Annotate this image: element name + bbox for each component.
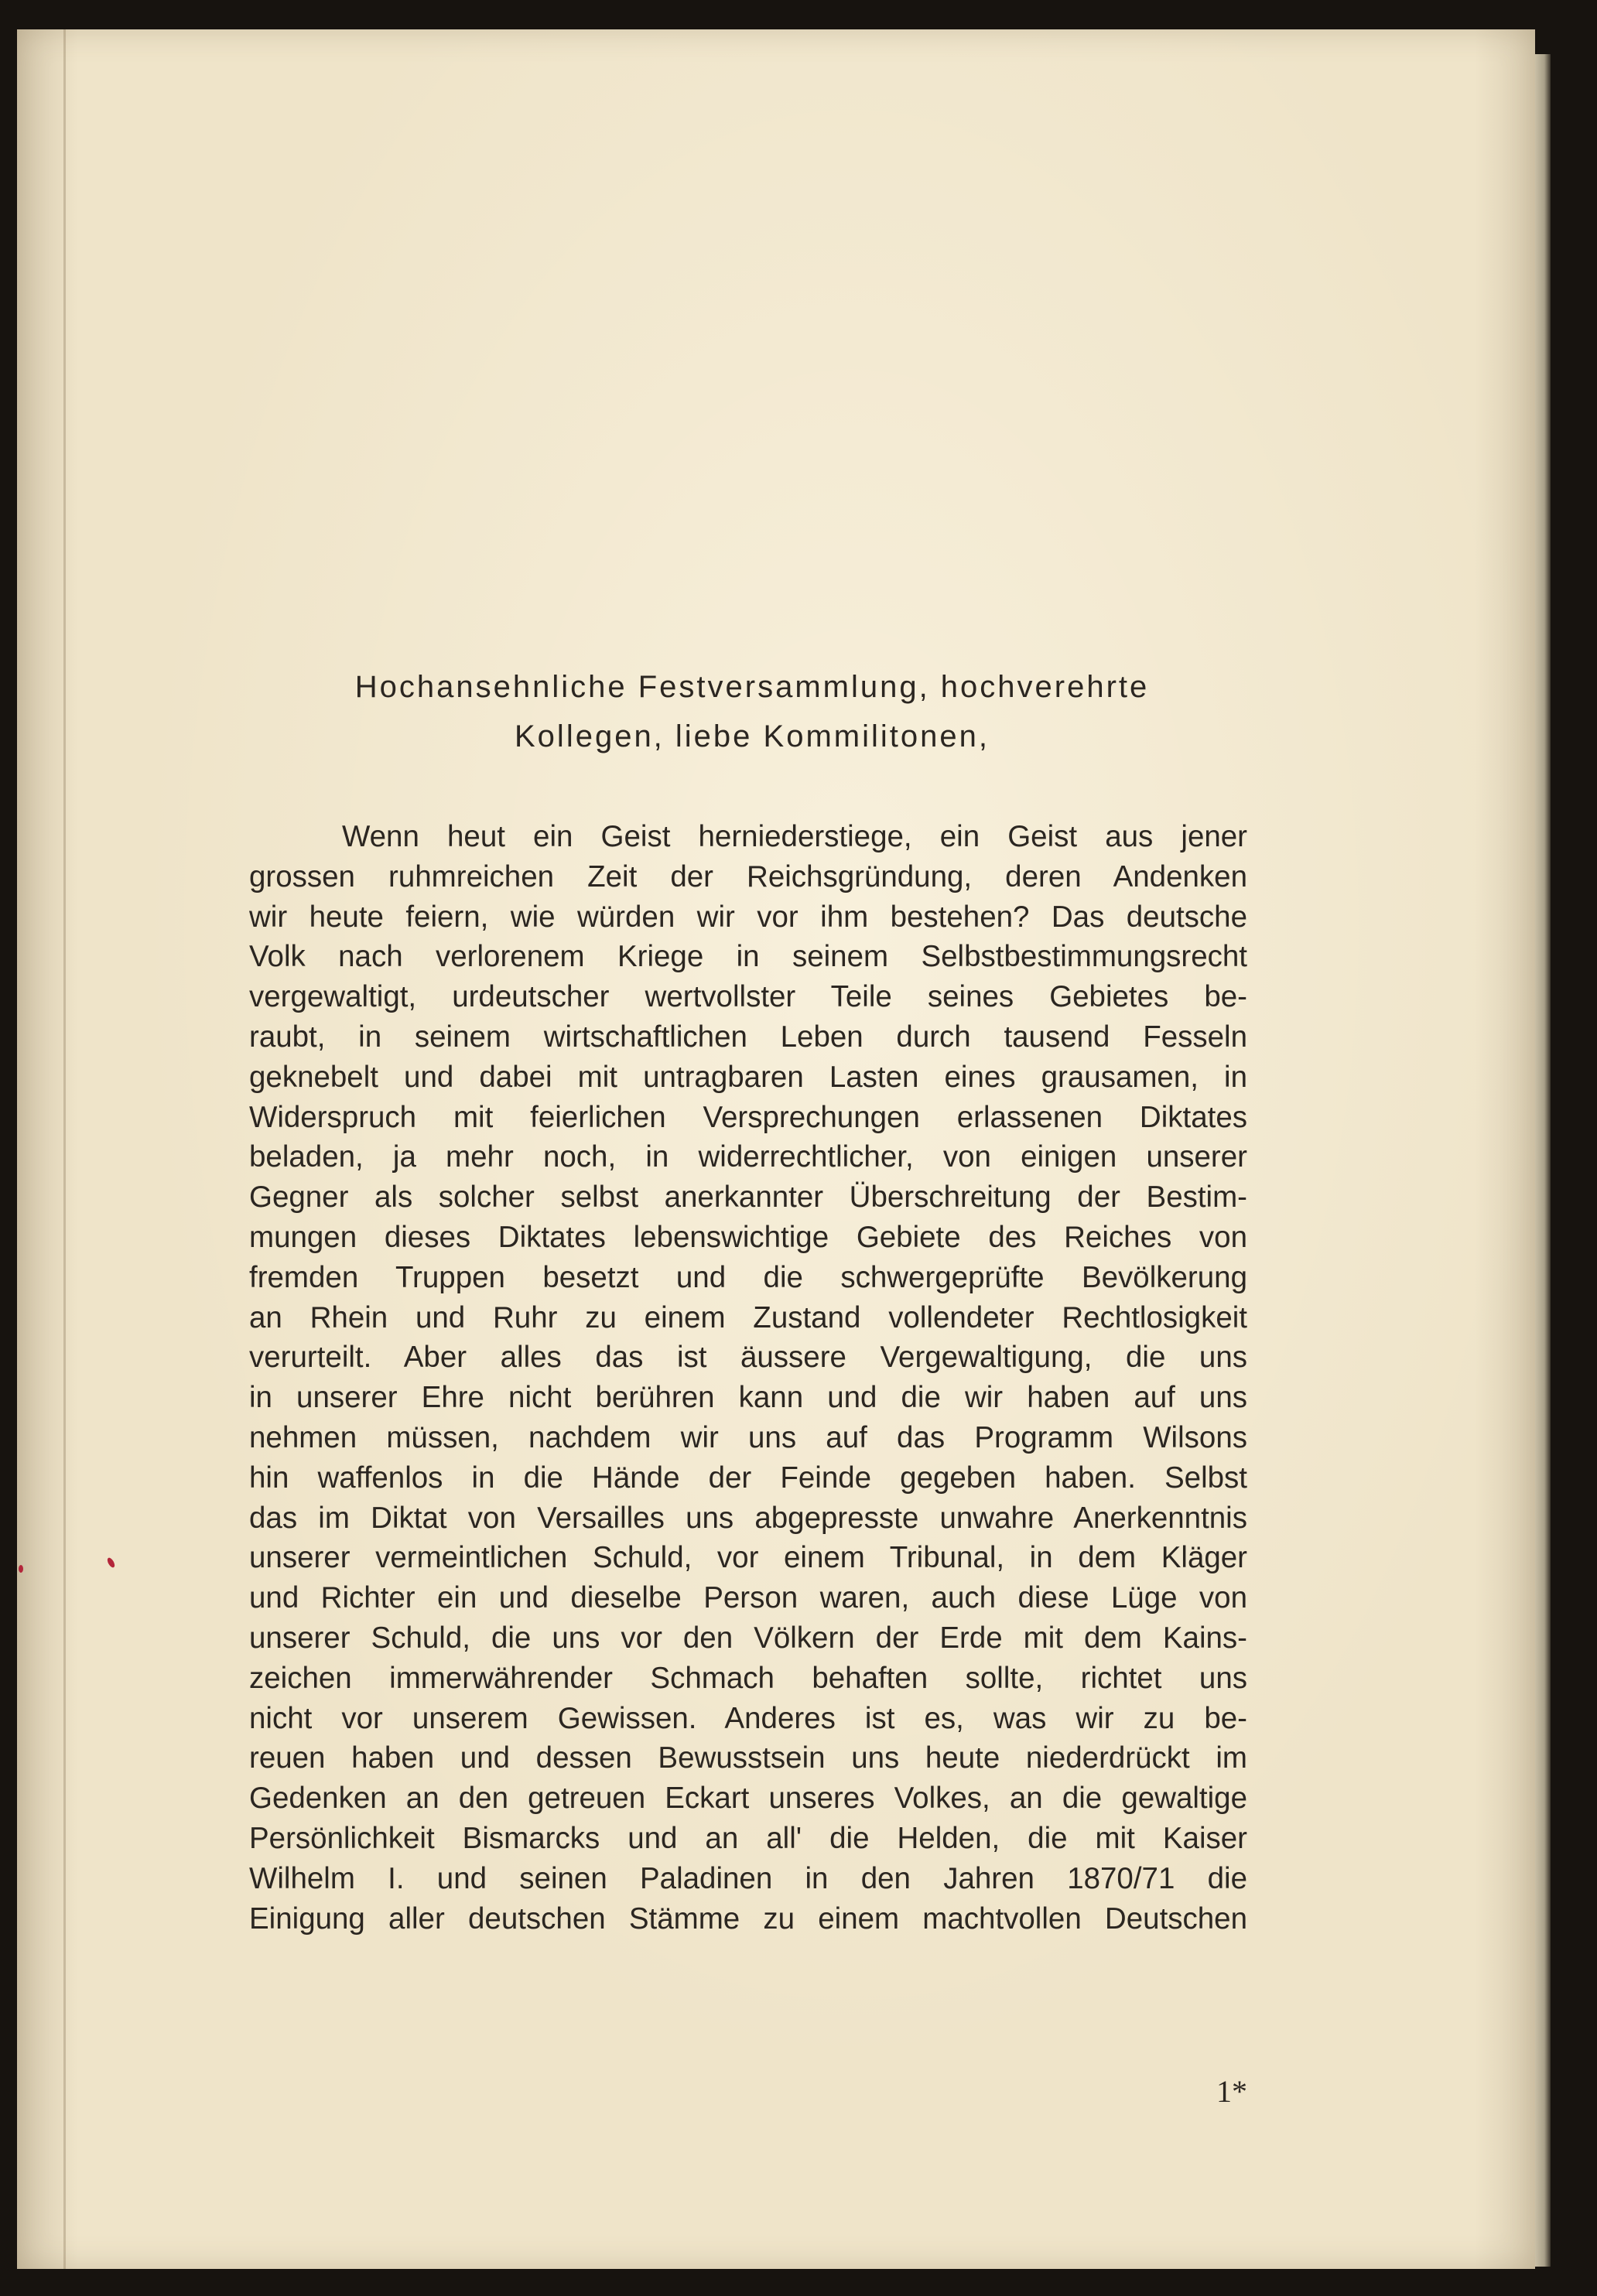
text-line: reuen haben und dessen Bewusstsein uns heute niederdrückt im <box>249 1741 1247 1775</box>
text-line: und Richter ein und dieselbe Person waren, auch diese Lüge von <box>249 1581 1247 1615</box>
page-edge-shadow <box>1535 54 1551 2267</box>
text-line: an Rhein und Ruhr zu einem Zustand vollendeter Rechtlosigkeit <box>249 1300 1247 1334</box>
text-line: Wenn heut ein Geist herniederstiege, ein Geist aus jener <box>342 820 1247 853</box>
text-line: Persönlichkeit Bismarcks und an all' die Helden, die mit Kaiser <box>249 1821 1247 1855</box>
text-line: geknebelt und dabei mit untragbaren Lasten eines grausamen, in <box>249 1060 1247 1094</box>
text-line: verurteilt. Aber alles das ist äussere Vergewaltigung, die uns <box>249 1341 1247 1375</box>
text-line: in unserer Ehre nicht berühren kann und die wir haben auf uns <box>249 1381 1247 1415</box>
text-line: Widerspruch mit feierlichen Versprechungen erlassenen Diktates <box>249 1100 1247 1134</box>
text-line: unserer vermeintlichen Schuld, vor einem Tribunal, in dem Kläger <box>249 1541 1247 1575</box>
text-line: raubt, in seinem wirtschaftlichen Leben durch tausend Fesseln <box>249 1020 1247 1054</box>
text-line: Gedenken an den getreuen Eckart unseres Volkes, an die gewaltige <box>249 1782 1247 1816</box>
text-line: nehmen müssen, nachdem wir uns auf das Programm Wilsons <box>249 1420 1247 1454</box>
text-line: vergewaltigt, urdeutscher wertvollster Teile seines Gebietes be- <box>249 980 1247 1014</box>
page-number: 1* <box>1216 2074 1247 2109</box>
ink-speck <box>106 1556 116 1569</box>
page-fold-line <box>63 29 66 2269</box>
text-line: zeichen immerwährender Schmach behaften sollte, richtet uns <box>249 1661 1247 1695</box>
text-line: nicht vor unserem Gewissen. Anderes ist es, was wir zu be- <box>249 1701 1247 1735</box>
salutation-heading <box>249 662 1255 761</box>
text-line: fremden Truppen besetzt und die schwergeprüfte Bevölkerung <box>249 1260 1247 1294</box>
text-line: Einigung aller deutschen Stämme zu einem machtvollen Deutschen <box>249 1901 1247 1936</box>
text-line: beladen, ja mehr noch, in widerrechtlicher, von einigen unserer <box>249 1140 1247 1174</box>
salutation-line-2: Kollegen, liebe Kommilitonen, <box>515 719 990 753</box>
book-page <box>17 29 1535 2269</box>
text-line: Volk nach verlorenem Kriege in seinem Selbstbestimmungsrecht <box>249 940 1247 974</box>
ink-speck <box>19 1565 23 1573</box>
text-line: grossen ruhmreichen Zeit der Reichsgründung, deren Andenken <box>249 859 1247 893</box>
text-line: Gegner als solcher selbst anerkannter Überschreitung der Bestim- <box>249 1180 1247 1215</box>
text-line: wir heute feiern, wie würden wir vor ihm bestehen? Das deutsche <box>249 900 1247 934</box>
salutation-line-1: Hochansehnliche Festversammlung, hochverehrte <box>354 670 1150 704</box>
text-line: hin waffenlos in die Hände der Feinde gegeben haben. Selbst <box>249 1461 1247 1495</box>
text-line: mungen dieses Diktates lebenswichtige Gebiete des Reiches von <box>249 1220 1247 1254</box>
text-line: das im Diktat von Versailles uns abgepresste unwahre Anerkenntnis <box>249 1501 1247 1535</box>
text-line: unserer Schuld, die uns vor den Völkern der Erde mit dem Kains- <box>249 1621 1247 1655</box>
text-line: Wilhelm I. und seinen Paladinen in den Jahren 1870/71 die <box>249 1861 1247 1895</box>
body-paragraph <box>249 817 1247 1939</box>
